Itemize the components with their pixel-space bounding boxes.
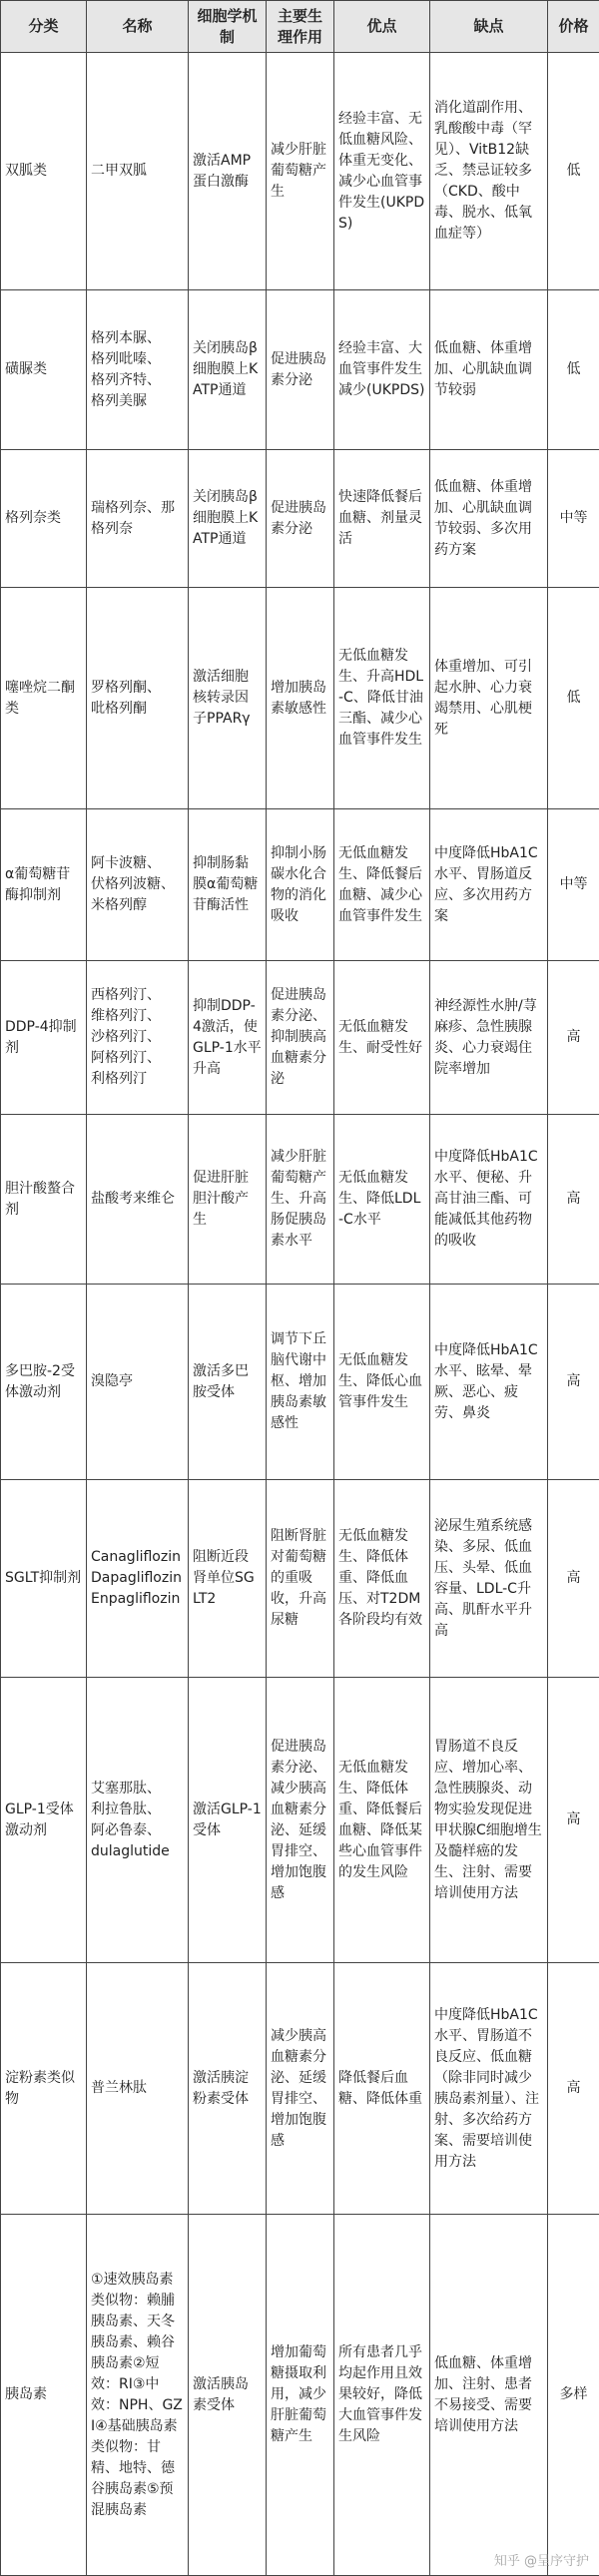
- action-cell: 促进胰岛素分泌、减少胰高血糖素分泌、延缓胃排空、增加饱腹感: [267, 1678, 334, 1963]
- price-cell: 高: [548, 1115, 599, 1285]
- drug-name-cell: 格列本脲、 格列吡嗪、 格列齐特、 格列美脲: [87, 290, 189, 450]
- class-cell: 淀粉素类似物: [1, 1963, 87, 2215]
- drug-name-cell: ①速效胰岛素类似物：赖脯胰岛素、天冬胰岛素、赖谷胰岛素②短效：RI③中效：NPH、GZI④基础胰岛素类似物：甘精、地特、德谷胰岛素⑤预混胰岛素: [87, 2215, 189, 2576]
- price-cell: 高: [548, 1963, 599, 2215]
- class-cell: 胰岛素: [1, 2215, 87, 2576]
- action-cell: 促进胰岛素分泌、抑制胰高血糖素分泌: [267, 961, 334, 1115]
- table-row: [1, 53, 599, 290]
- header-action: 主要生理作用: [267, 1, 334, 53]
- class-cell: DDP-4抑制剂: [1, 961, 87, 1115]
- table-header-row: [1, 1, 599, 53]
- cons-cell: 中度降低HbA1C水平、眩晕、晕厥、恶心、疲劳、鼻炎: [430, 1285, 548, 1480]
- drug-name-cell: 瑞格列奈、那格列奈: [87, 450, 189, 588]
- mechanism-cell: 激活多巴胺受体: [189, 1285, 267, 1480]
- drug-name-cell: 溴隐亭: [87, 1285, 189, 1480]
- pros-cell: 经验丰富、无低血糖风险、体重无变化、减少心血管事件发生(UKPDS): [334, 53, 430, 290]
- pros-cell: 无低血糖发生、耐受性好: [334, 961, 430, 1115]
- pros-cell: 所有患者几乎均起作用且效果较好，降低大血管事件发生风险: [334, 2215, 430, 2576]
- cons-cell: 低血糖、体重增加、心肌缺血调节较弱、多次用药方案: [430, 450, 548, 588]
- class-cell: 双胍类: [1, 53, 87, 290]
- class-cell: α葡萄糖苷酶抑制剂: [1, 809, 87, 961]
- action-cell: 减少胰高血糖素分泌、延缓胃排空、增加饱腹感: [267, 1963, 334, 2215]
- action-cell: 促进胰岛素分泌: [267, 450, 334, 588]
- table-row: [1, 1963, 599, 2215]
- table-row: [1, 1678, 599, 1963]
- pros-cell: 无低血糖发生、降低餐后血糖、减少心血管事件发生: [334, 809, 430, 961]
- header-class: 分类: [1, 1, 87, 53]
- mechanism-cell: 激活胰淀粉素受体: [189, 1963, 267, 2215]
- cons-cell: 中度降低HbA1C水平、胃肠道不良反应、低血糖（除非同时减少胰岛素剂量）、注射、多次给药方案、需要培训使用方法: [430, 1963, 548, 2215]
- table-row: [1, 2215, 599, 2576]
- mechanism-cell: 激活AMP蛋白激酶: [189, 53, 267, 290]
- mechanism-cell: 激活GLP-1受体: [189, 1678, 267, 1963]
- pros-cell: 无低血糖发生、降低心血管事件发生: [334, 1285, 430, 1480]
- price-cell: 低: [548, 588, 599, 809]
- header-pros: 优点: [334, 1, 430, 53]
- action-cell: 调节下丘脑代谢中枢、增加胰岛素敏感性: [267, 1285, 334, 1480]
- table-row: [1, 450, 599, 588]
- cons-cell: 神经源性水肿/荨麻疹、急性胰腺炎、心力衰竭住院率增加: [430, 961, 548, 1115]
- action-cell: 减少肝脏葡萄糖产生: [267, 53, 334, 290]
- drug-name-cell: 普兰林肽: [87, 1963, 189, 2215]
- cons-cell: 消化道副作用、乳酸酸中毒（罕见）、VitB12缺乏、禁忌证较多（CKD、酸中毒、脱水、低氧血症等）: [430, 53, 548, 290]
- price-cell: 高: [548, 1678, 599, 1963]
- mechanism-cell: 促进肝脏胆汁酸产生: [189, 1115, 267, 1285]
- cons-cell: 胃肠道不良反应、增加心率、急性胰腺炎、动物实验发现促进甲状腺C细胞增生及髓样癌的发生、注射、需要培训使用方法: [430, 1678, 548, 1963]
- price-cell: 低: [548, 53, 599, 290]
- drug-name-cell: 罗格列酮、 吡格列酮: [87, 588, 189, 809]
- pros-cell: 快速降低餐后血糖、剂量灵活: [334, 450, 430, 588]
- mechanism-cell: 抑制DDP-4激活，使GLP-1水平升高: [189, 961, 267, 1115]
- drug-name-cell: 二甲双胍: [87, 53, 189, 290]
- pros-cell: 无低血糖发生、降低体重、降低血压、对T2DM各阶段均有效: [334, 1480, 430, 1678]
- price-cell: 中等: [548, 809, 599, 961]
- price-cell: 高: [548, 961, 599, 1115]
- table-row: [1, 1115, 599, 1285]
- price-cell: 低: [548, 290, 599, 450]
- price-cell: 高: [548, 1285, 599, 1480]
- cons-cell: 泌尿生殖系统感染、多尿、低血压、头晕、低血容量、LDL-C升高、肌酐水平升高: [430, 1480, 548, 1678]
- class-cell: GLP-1受体激动剂: [1, 1678, 87, 1963]
- class-cell: 磺脲类: [1, 290, 87, 450]
- pros-cell: 无低血糖发生、降低体重、降低餐后血糖、降低某些心血管事件的发生风险: [334, 1678, 430, 1963]
- pros-cell: 无低血糖发生、降低LDL-C水平: [334, 1115, 430, 1285]
- mechanism-cell: 关闭胰岛β细胞膜上KATP通道: [189, 290, 267, 450]
- class-cell: 噻唑烷二酮类: [1, 588, 87, 809]
- table-row: [1, 1285, 599, 1480]
- drug-name-cell: 盐酸考来维仑: [87, 1115, 189, 1285]
- price-cell: 中等: [548, 450, 599, 588]
- cons-cell: 低血糖、体重增加、心肌缺血调节较弱: [430, 290, 548, 450]
- action-cell: 促进胰岛素分泌: [267, 290, 334, 450]
- header-cons: 缺点: [430, 1, 548, 53]
- mechanism-cell: 激活胰岛素受体: [189, 2215, 267, 2576]
- class-cell: 胆汁酸螯合剂: [1, 1115, 87, 1285]
- class-cell: SGLT抑制剂: [1, 1480, 87, 1678]
- cons-cell: 体重增加、可引起水肿、心力衰竭禁用、心肌梗死: [430, 588, 548, 809]
- action-cell: 增加胰岛素敏感性: [267, 588, 334, 809]
- pros-cell: 降低餐后血糖、降低体重: [334, 1963, 430, 2215]
- pros-cell: 经验丰富、大血管事件发生减少(UKPDS): [334, 290, 430, 450]
- drug-name-cell: 阿卡波糖、 伏格列波糖、米格列醇: [87, 809, 189, 961]
- watermark: 知乎 @呈序守护: [494, 2550, 589, 2569]
- price-cell: 高: [548, 1480, 599, 1678]
- pros-cell: 无低血糖发生、升高HDL-C、降低甘油三酯、减少心血管事件发生: [334, 588, 430, 809]
- action-cell: 减少肝脏葡萄糖产生、升高肠促胰岛素水平: [267, 1115, 334, 1285]
- table-row: [1, 588, 599, 809]
- class-cell: 多巴胺-2受体激动剂: [1, 1285, 87, 1480]
- action-cell: 阻断肾脏对葡萄糖的重吸收，升高尿糖: [267, 1480, 334, 1678]
- drug-name-cell: 艾塞那肽、 利拉鲁肽、 阿必鲁泰、 dulaglutide: [87, 1678, 189, 1963]
- mechanism-cell: 激活细胞核转录因子PPARγ: [189, 588, 267, 809]
- mechanism-cell: 阻断近段肾单位SGLT2: [189, 1480, 267, 1678]
- action-cell: 增加葡萄糖摄取利用，减少肝脏葡萄糖产生: [267, 2215, 334, 2576]
- cons-cell: 中度降低HbA1C水平、便秘、升高甘油三酯、可能减低其他药物的吸收: [430, 1115, 548, 1285]
- class-cell: 格列奈类: [1, 450, 87, 588]
- action-cell: 抑制小肠碳水化合物的消化吸收: [267, 809, 334, 961]
- table-row: [1, 1480, 599, 1678]
- cons-cell: 中度降低HbA1C水平、胃肠道反应、多次用药方案: [430, 809, 548, 961]
- table-row: [1, 809, 599, 961]
- table-row: [1, 290, 599, 450]
- table-row: [1, 961, 599, 1115]
- header-price: 价格: [548, 1, 599, 53]
- header-name: 名称: [87, 1, 189, 53]
- price-cell: 多样: [548, 2215, 599, 2576]
- drug-name-cell: Canagliflozin Dapagliflozin Enpagliflozin: [87, 1480, 189, 1678]
- drug-name-cell: 西格列汀、 维格列汀、 沙格列汀、 阿格列汀、 利格列汀: [87, 961, 189, 1115]
- mechanism-cell: 抑制肠黏膜α葡萄糖苷酶活性: [189, 809, 267, 961]
- cons-cell: 低血糖、体重增加、注射、患者不易接受、需要培训使用方法: [430, 2215, 548, 2576]
- mechanism-cell: 关闭胰岛β细胞膜上KATP通道: [189, 450, 267, 588]
- header-mechanism: 细胞学机制: [189, 1, 267, 53]
